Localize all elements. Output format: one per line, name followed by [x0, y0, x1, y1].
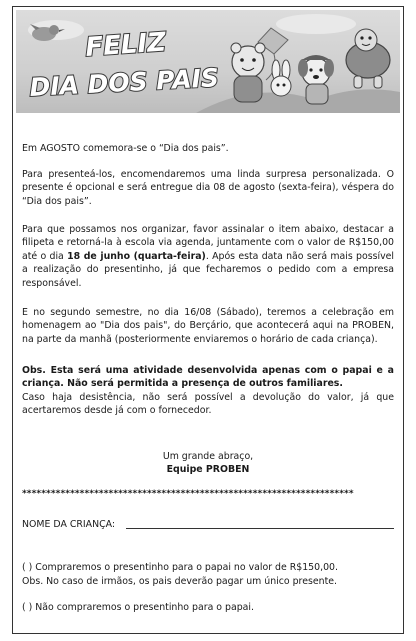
child-name-field[interactable]	[126, 528, 394, 529]
cut-separator: *********************************************************************	[22, 489, 354, 499]
father-bear-icon	[231, 43, 265, 102]
paragraph-instructions-text-a: Para que possamos nos organizar, favor assinalar o item abaixo, destacar a filipeta e retorná-la à escola via agenda, juntamente com o valor de R$150,00 até o dia	[22, 224, 394, 262]
child-name-label: NOME DA CRIANÇA:	[22, 519, 116, 530]
closing-greeting: Um grande abraço,	[162, 451, 254, 462]
paragraph-celebration: E no segundo semestre, no dia 16/08 (Sábado), teremos a celebração em homenagem ao "Dia dos pais", do Berçário, que acontecerá aqui na PROBEN, na parte da manhã (posteriormente enviaremos o horário de cada criança).	[22, 307, 394, 345]
paragraph-intro: Em AGOSTO comemora-se o “Dia dos pais”.	[22, 143, 229, 154]
turtle-icon	[346, 29, 390, 88]
option-no-gift[interactable]: ( ) Não compraremos o presentinho para o papai.	[22, 602, 254, 613]
deadline-date: 18 de junho (quarta-feira)	[67, 250, 206, 262]
banner-title-line2: DIA DOS PAIS	[28, 63, 220, 102]
paragraph-instructions	[22, 223, 394, 290]
obs-text: Caso haja desistência, não será possível a devolução do valor, já que acertaremos desde já com o fornecedor.	[22, 391, 394, 417]
option-buy-gift-note: Obs. No caso de irmãos, os pais deverão pagar um único presente.	[22, 576, 337, 587]
obs-bold: Obs. Esta será uma atividade desenvolvida apenas com o papai e a criança. Não será permitida a presença de outros familiares.	[22, 365, 394, 390]
paragraph-gift: Para presenteá-los, encomendaremos uma linda surpresa personalizada. O presente é opcional e será entregue dia 08 de agosto (sexta-feira), véspera do “Dia dos pais”.	[22, 169, 394, 207]
option-buy-gift[interactable]: ( ) Compraremos o presentinho para o papai no valor de R$150,00.	[22, 562, 338, 573]
banner-illustration	[16, 10, 400, 113]
banner	[16, 10, 400, 113]
bunny-icon	[271, 60, 291, 96]
closing-signature: Equipe PROBEN	[166, 464, 250, 475]
paragraph-instructions-text-b: . Após esta data não será mais possível a realização do presentinho, já que fecharemos o pedido com a empresa responsável.	[22, 250, 394, 289]
banner-title-line1: FELIZ	[84, 27, 167, 63]
obs-notice	[22, 364, 394, 418]
